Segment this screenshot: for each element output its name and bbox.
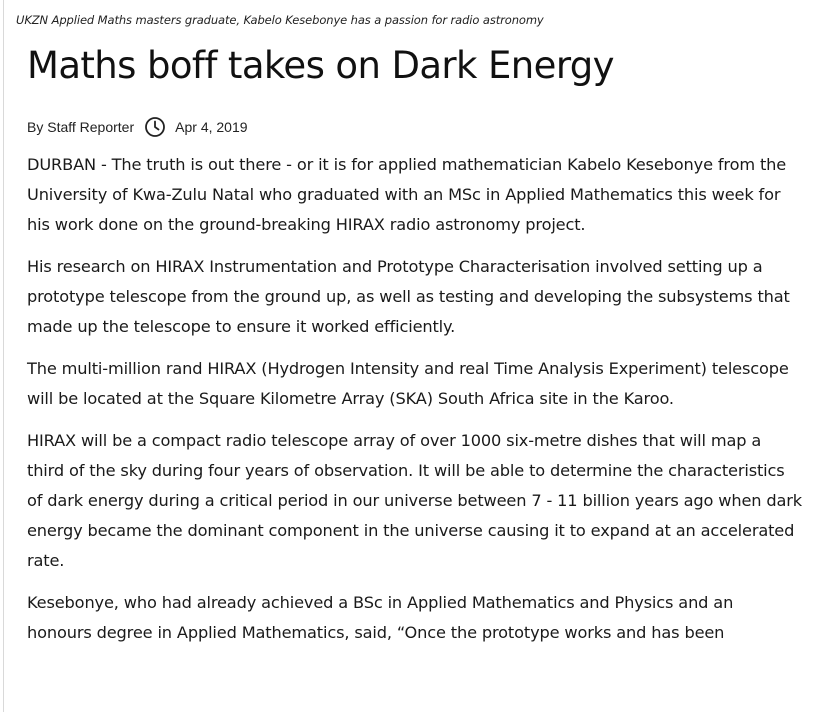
article-paragraph: DURBAN - The truth is out there - or it is for applied mathematician Kabelo Kesebonye from the University of Kwa-Zulu Natal who graduated with an MSc in Applied Mathematics this week for his work done on the ground-breaking HIRAX radio astronomy project.	[27, 155, 787, 234]
article-paragraph: The multi-million rand HIRAX (Hydrogen Intensity and real Time Analysis Experiment) telescope will be located at the Square Kilometre Array (SKA) South Africa site in the Karoo.	[27, 359, 789, 408]
clock-icon	[144, 116, 166, 138]
byline	[27, 116, 248, 138]
publish-date: Apr 4, 2019	[175, 119, 248, 135]
article-paragraph: His research on HIRAX Instrumentation and Prototype Characterisation involved setting up a prototype telescope from the ground up, as well as testing and developing the subsystems that made up the telescope to ensure it worked efficiently.	[27, 257, 790, 336]
article-paragraph: Kesebonye, who had already achieved a BSc in Applied Mathematics and Physics and an honours degree in Applied Mathematics, said, “Once the prototype works and has been	[27, 593, 734, 642]
article-paragraph: HIRAX will be a compact radio telescope array of over 1000 six-metre dishes that will map a third of the sky during four years of observation. It will be able to determine the characteristics of dark energy during a critical period in our universe between 7 - 11 billion years ago when dark energy became the dominant component in the universe causing it to expand at an accelerated rate.	[27, 431, 803, 570]
article-body	[27, 150, 802, 660]
left-border	[3, 0, 4, 712]
article-headline: Maths boff takes on Dark Energy	[27, 44, 614, 87]
image-caption: UKZN Applied Maths masters graduate, Kabelo Kesebonye has a passion for radio astronomy	[16, 13, 544, 27]
author-link[interactable]: By Staff Reporter	[27, 119, 135, 135]
